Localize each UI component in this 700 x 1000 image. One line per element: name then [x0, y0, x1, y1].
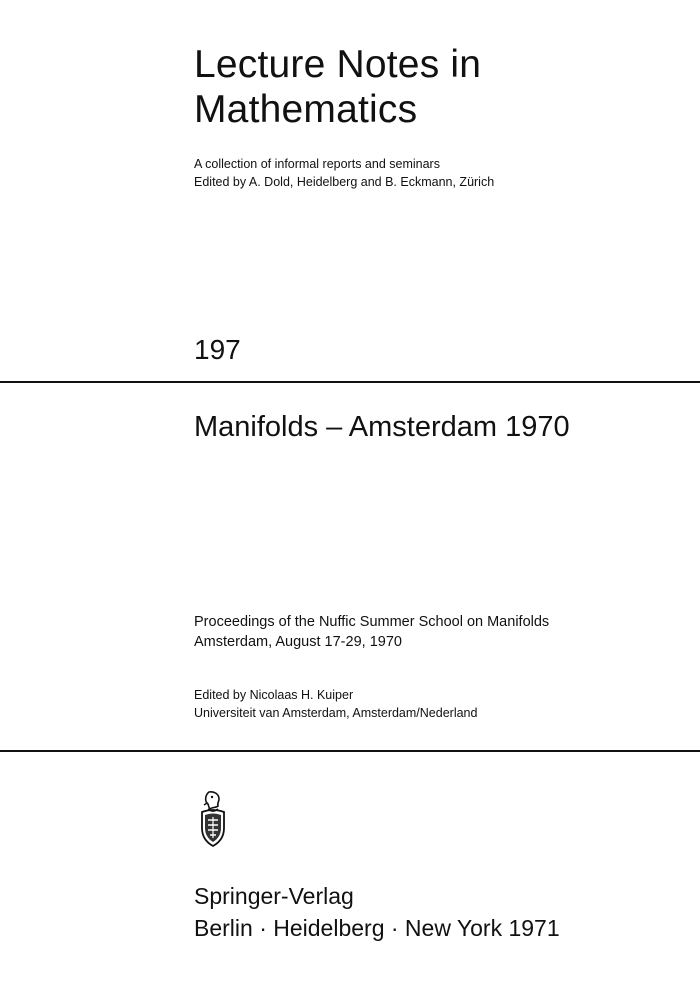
proceedings-info — [194, 612, 549, 652]
series-title — [194, 42, 481, 132]
series-title-line1: Lecture Notes in — [194, 43, 482, 86]
edited-by: Edited by Nicolaas H. Kuiper — [194, 688, 354, 702]
volume-number: 197 — [194, 334, 241, 365]
publisher-cities: Berlin · Heidelberg · New York 1971 — [194, 915, 560, 941]
editor-info — [194, 686, 477, 722]
series-editors: Edited by A. Dold, Heidelberg and B. Eckmann, Zürich — [194, 175, 495, 189]
publisher-name: Springer-Verlag — [194, 883, 354, 909]
editor-affiliation: Universiteit van Amsterdam, Amsterdam/Nederland — [194, 706, 478, 720]
top-divider — [0, 381, 700, 383]
book-title: Manifolds – Amsterdam 1970 — [194, 411, 570, 443]
proceedings-line1: Proceedings of the Nuffic Summer School on Manifolds — [194, 614, 550, 630]
series-subtitle: A collection of informal reports and seminars — [194, 157, 440, 171]
series-title-line2: Mathematics — [194, 88, 418, 131]
series-info — [194, 155, 494, 191]
springer-knight-logo-icon — [196, 790, 230, 848]
bottom-divider — [0, 750, 700, 752]
publisher-info — [194, 880, 560, 944]
proceedings-line2: Amsterdam, August 17-29, 1970 — [194, 634, 402, 650]
